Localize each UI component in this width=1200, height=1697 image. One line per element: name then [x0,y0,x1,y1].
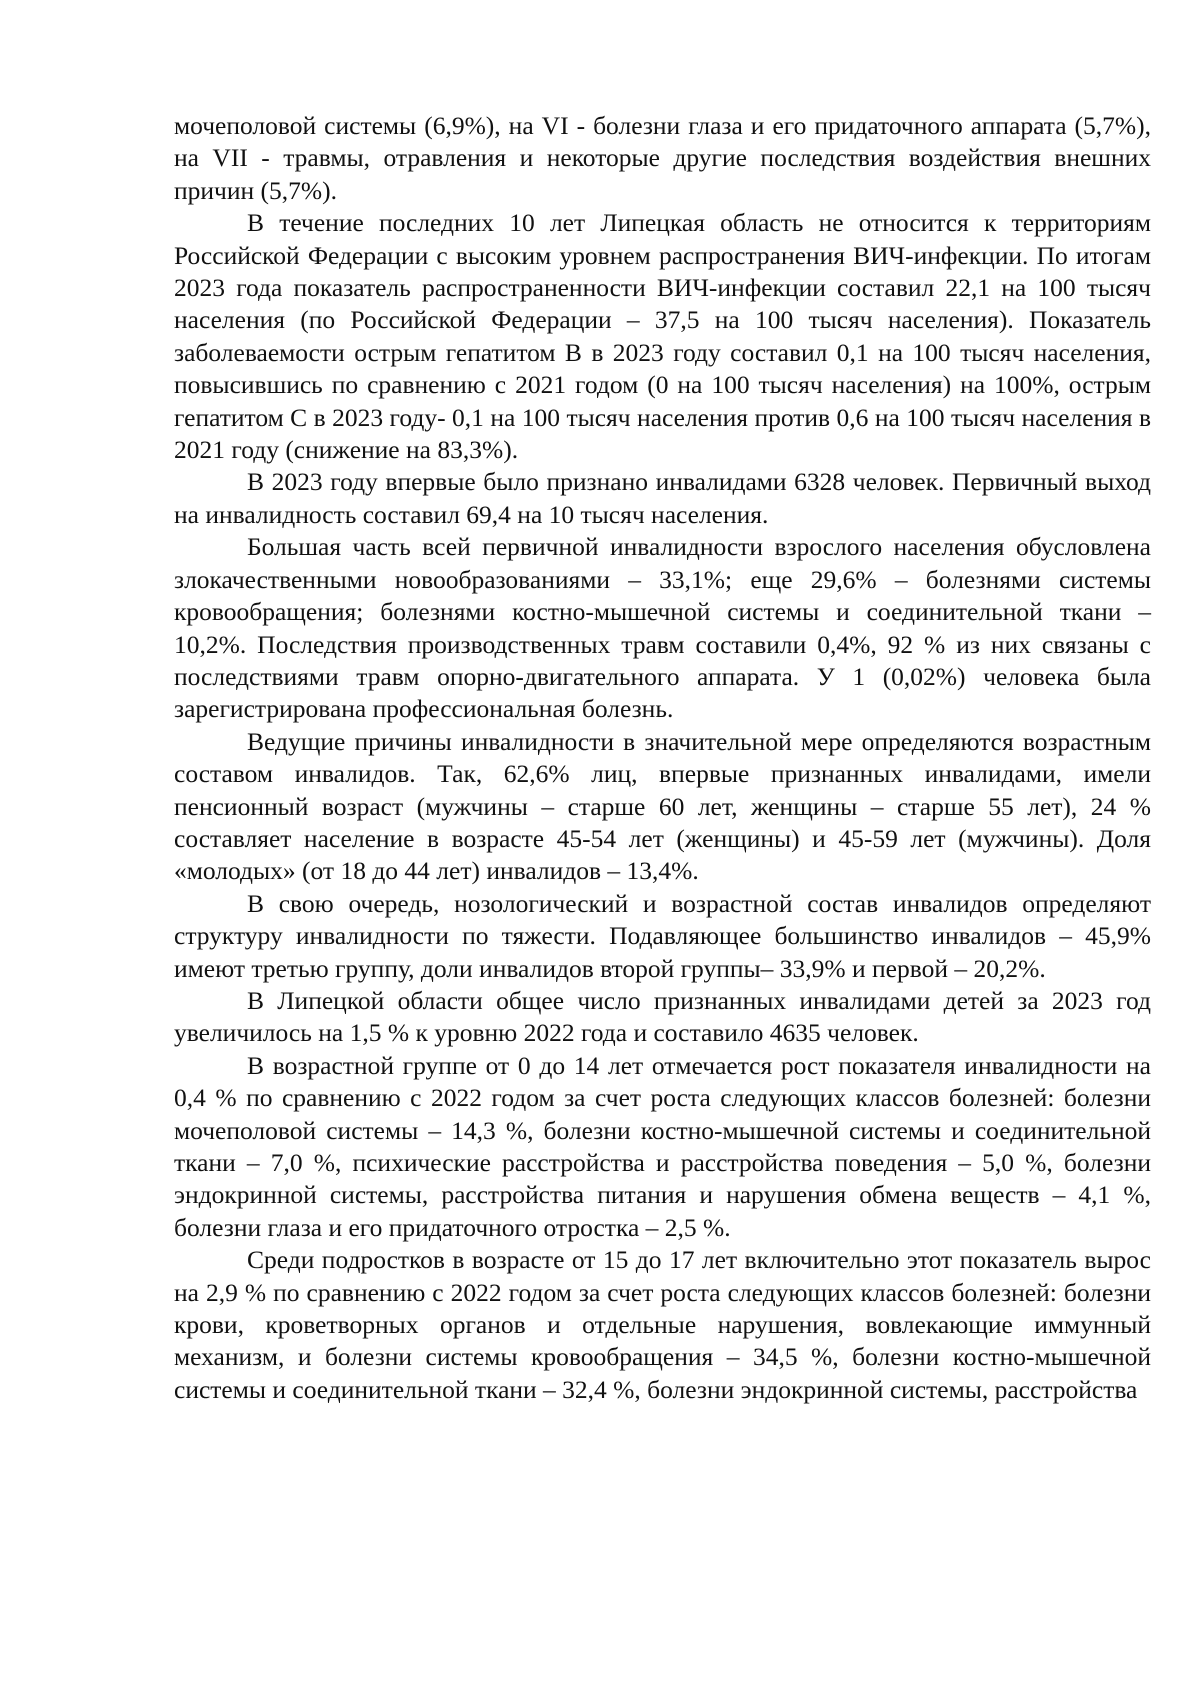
paragraph-children-disability: В Липецкой области общее число признанных инвалидами детей за 2023 год увеличилось на 1,5 % к уровню 2022 года и составило 4635 человек. [174,985,1151,1048]
paragraph-hiv: В течение последних 10 лет Липецкая область не относится к территориям Российской Федерации с высоким уровнем распространения ВИЧ-инфекции. По итогам 2023 года показатель распространенности ВИЧ-инфекции составил 22,1 на 100 тысяч населения (по Российской Федерации – 37,5 на 100 тысяч населения). Показатель заболеваемости острым гепатитом В в 2023 году составил 0,1 на 100 тысяч населения, повысившись по сравнению с 2021 годом (0 на 100 тысяч населения) на 100%, острым гепатитом С в 2023 году- 0,1 на 100 тысяч населения против 0,6 на 100 тысяч населения в 2021 году (снижение на 83,3%). [174,208,1151,465]
paragraph-disability-2023: В 2023 году впервые было признано инвалидами 6328 человек. Первичный выход на инвалидность составил 69,4 на 10 тысяч населения. [174,467,1151,529]
paragraph-continuation: мочеполовой системы (6,9%), на VI - болезни глаза и его придаточного аппарата (5,7%), на VII - травмы, отравления и некоторые другие последствия воздействия внешних причин (5,7%). [174,111,1151,205]
paragraph-primary-disability-causes: Большая часть всей первичной инвалидности взрослого населения обусловлена злокачественными новообразованиями – 33,1%; еще 29,6% – болезнями системы кровообращения; болезнями костно-мышечной системы и соединительной ткани – 10,2%. Последствия производственных травм составили 0,4%, 92 % из них связаны с последствиями травм опорно-двигательного аппарата. У 1 (0,02%) человека была зарегистрирована профессиональная болезнь. [174,532,1151,724]
document-page [174,110,1151,1406]
paragraph-age-15-17: Среди подростков в возрасте от 15 до 17 лет включительно этот показатель вырос на 2,9 % по сравнению с 2022 годом за счет роста следующих классов болезней: болезни крови, кроветворных органов и отдельные нарушения, вовлекающие иммунный механизм, и болезни системы кровообращения – 34,5 %, болезни костно-мышечной системы и соединительной ткани – 32,4 %, болезни эндокринной системы, расстройства [174,1245,1151,1404]
paragraph-age-structure: Ведущие причины инвалидности в значительной мере определяются возрастным составом инвалидов. Так, 62,6% лиц, впервые признанных инвалидами, имели пенсионный возраст (мужчины – старше 60 лет, женщины – старше 55 лет), 24 % составляет население в возрасте 45-54 лет (женщины) и 45-59 лет (мужчины). Доля «молодых» (от 18 до 44 лет) инвалидов – 13,4%. [174,726,1151,886]
paragraph-age-0-14: В возрастной группе от 0 до 14 лет отмечается рост показателя инвалидности на 0,4 % по сравнению с 2022 годом за счет роста следующих классов болезней: болезни мочеполовой системы – 14,3 %, болезни костно-мышечной системы и соединительной ткани – 7,0 %, психические расстройства и расстройства поведения – 5,0 %, болезни эндокринной системы, расстройства питания и нарушения обмена веществ – 4,1 %, болезни глаза и его придаточного отростка – 2,5 %. [174,1050,1151,1242]
paragraph-severity-structure: В свою очередь, нозологический и возрастной состав инвалидов определяют структуру инвалидности по тяжести. Подавляющее большинство инвалидов – 45,9% имеют третью группу, доли инвалидов второй группы– 33,9% и первой – 20,2%. [174,888,1151,983]
